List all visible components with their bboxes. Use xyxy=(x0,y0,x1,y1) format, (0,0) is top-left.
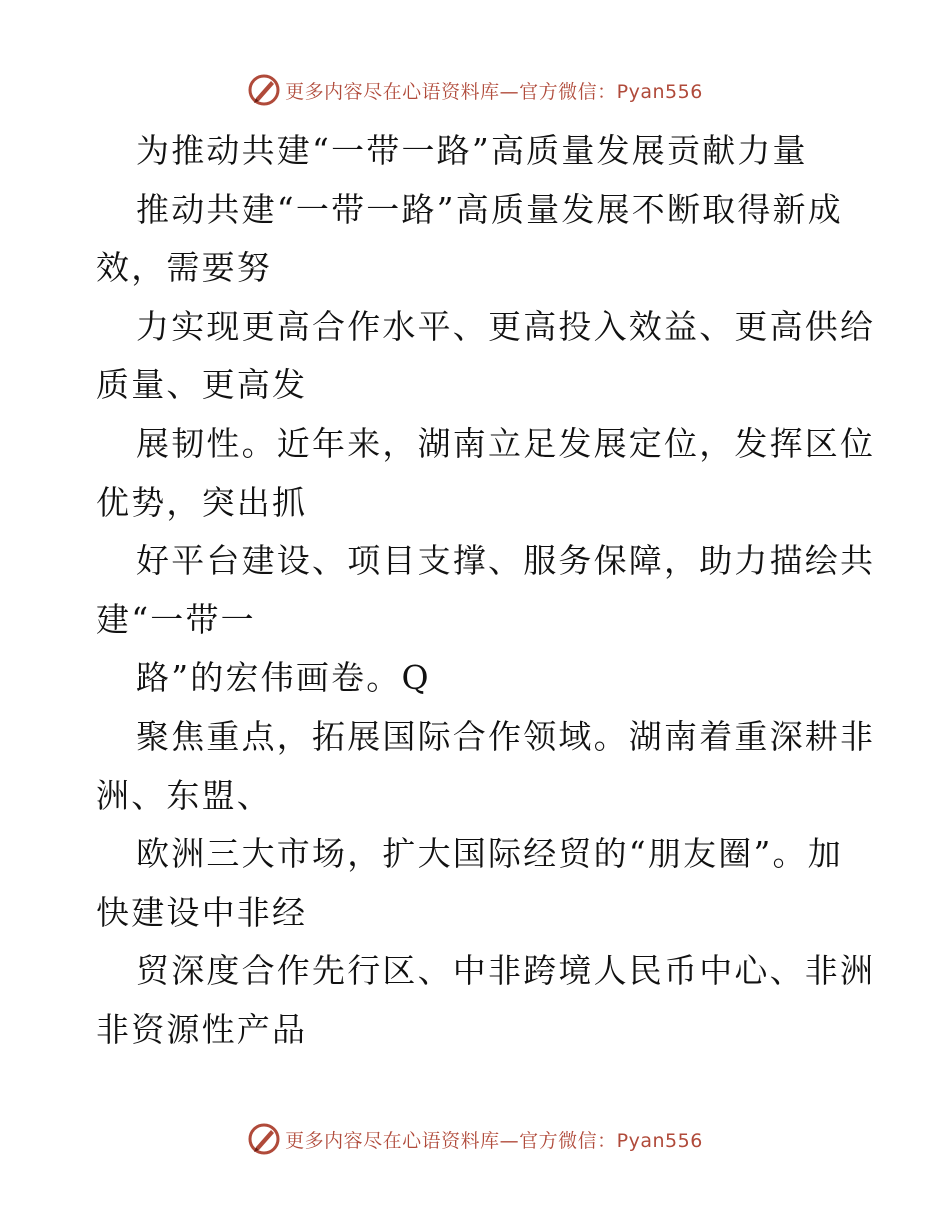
text-line: 欧洲三大市场，扩大国际经贸的“朋友圈”。加 xyxy=(136,834,843,874)
footer-banner xyxy=(0,1119,950,1159)
text-line: 贸深度合作先行区、中非跨境人民币中心、非洲 xyxy=(136,951,876,991)
text-line: 快建设中非经 xyxy=(96,892,308,932)
document-body xyxy=(96,122,876,1060)
text-line: 质量、更高发 xyxy=(96,365,308,405)
banner-text: 更多内容尽在心语资料库—官方微信：Pyan556 xyxy=(285,80,703,103)
banner-text: 更多内容尽在心语资料库—官方微信：Pyan556 xyxy=(285,1129,703,1152)
text-line: 推动共建“一带一路”高质量发展不断取得新成 xyxy=(136,189,843,229)
header-banner xyxy=(0,70,950,110)
pen-logo-icon xyxy=(247,73,281,107)
text-line: 路”的宏伟画卷。Q xyxy=(136,658,431,698)
text-line: 建“一带一 xyxy=(96,599,256,639)
text-line: 力实现更高合作水平、更高投入效益、更高供给 xyxy=(136,306,876,346)
text-line: 聚焦重点，拓展国际合作领域。湖南着重深耕非 xyxy=(136,716,876,756)
text-line: 为推动共建“一带一路”高质量发展贡献力量 xyxy=(136,131,808,170)
text-line: 展韧性。近年来，湖南立足发展定位，发挥区位 xyxy=(136,423,876,463)
text-line: 非资源性产品 xyxy=(96,1009,308,1049)
text-line: 洲、东盟、 xyxy=(96,775,272,815)
text-line: 好平台建设、项目支撑、服务保障，助力描绘共 xyxy=(136,541,876,581)
pen-logo-icon xyxy=(247,1122,281,1156)
text-line: 效，需要努 xyxy=(96,248,272,288)
text-line: 优势，突出抓 xyxy=(96,482,308,522)
